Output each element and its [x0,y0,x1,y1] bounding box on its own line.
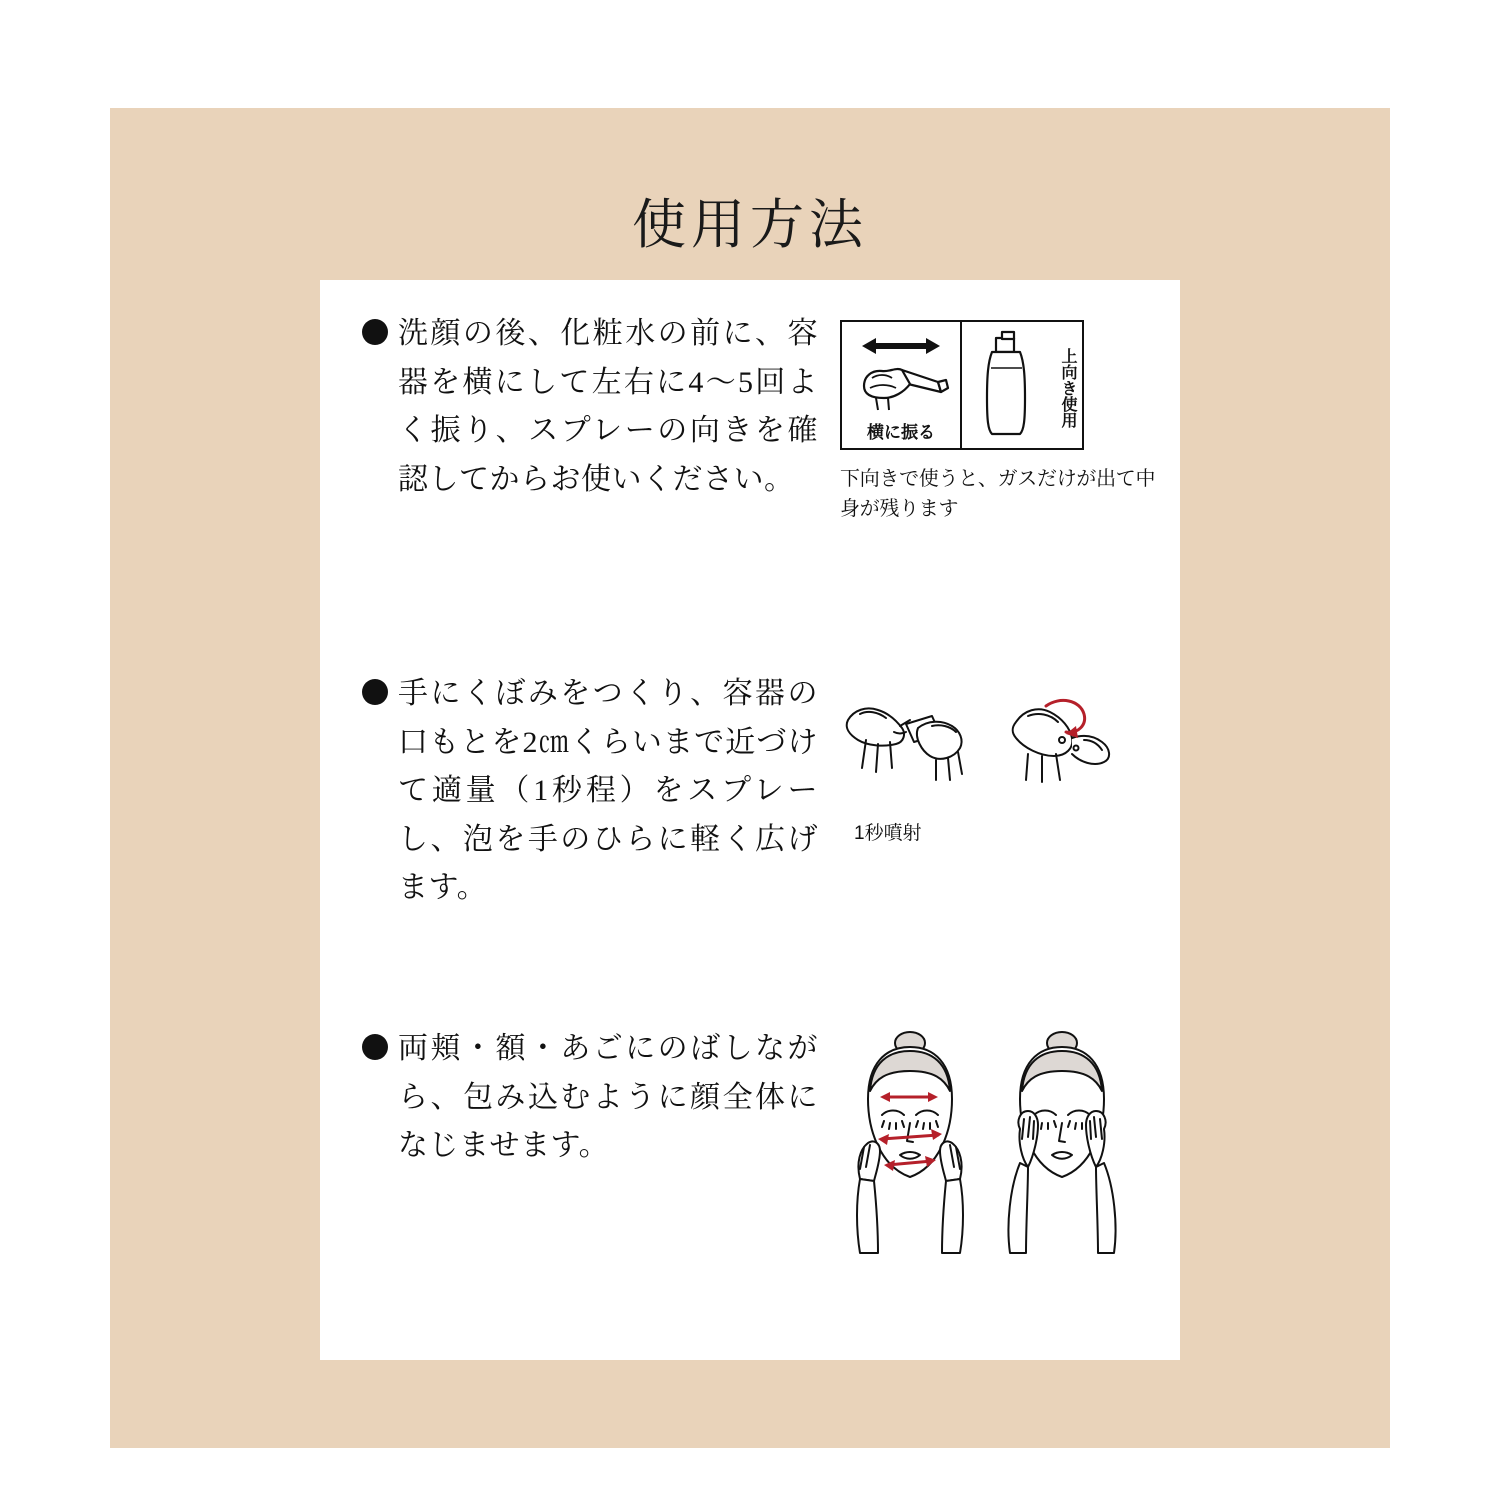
step-2-figure-caption: 1秒噴射 [854,823,922,844]
step-2-text-wrap [320,670,830,913]
step-2-figure [830,670,1180,845]
use-upright-box [962,320,1084,450]
step-1-text: 洗顔の後、化粧水の前に、容器を横にして左右に4〜5回よく振り、スプレーの向きを確認してからお使いください。 [398,317,818,496]
step-3-figure [830,1025,1180,1299]
shake-and-upright-diagram [840,320,1084,450]
step-3-text-wrap [320,1025,830,1171]
instruction-step-1 [320,310,1180,524]
spray-hands-icon [840,676,1140,816]
bullet-icon [362,679,388,705]
instruction-step-2 [320,670,1180,913]
instruction-card [320,170,1180,1360]
steps-container [320,280,1180,1360]
shake-sideways-label: 横に振る [867,423,935,442]
instruction-step-3 [320,1025,1180,1299]
apply-to-face-diagram [834,1029,1154,1299]
spray-into-palm-diagram [840,676,1140,845]
step-3-text: 両頬・額・あごにのばしながら、包み込むように顔全体になじませます。 [398,1032,818,1163]
title-band [320,170,1180,280]
use-upright-label: 上向き使用 [1059,348,1076,428]
step-1-text-wrap [320,310,830,504]
step-1-figure [830,310,1180,524]
step-1-figure-caption: 下向きで使うと、ガスだけが出て中身が残ります [840,468,1156,520]
bullet-icon [362,1034,388,1060]
page-title: 使用方法 [632,195,868,255]
two-faces-icon [834,1029,1154,1299]
step-2-text: 手にくぼみをつくり、容器の口もとを2㎝くらいまで近づけて適量（1秒程）をスプレーし、泡を手のひらに軽く広げます。 [398,677,818,905]
bullet-icon [362,319,388,345]
shake-sideways-box [840,320,962,450]
